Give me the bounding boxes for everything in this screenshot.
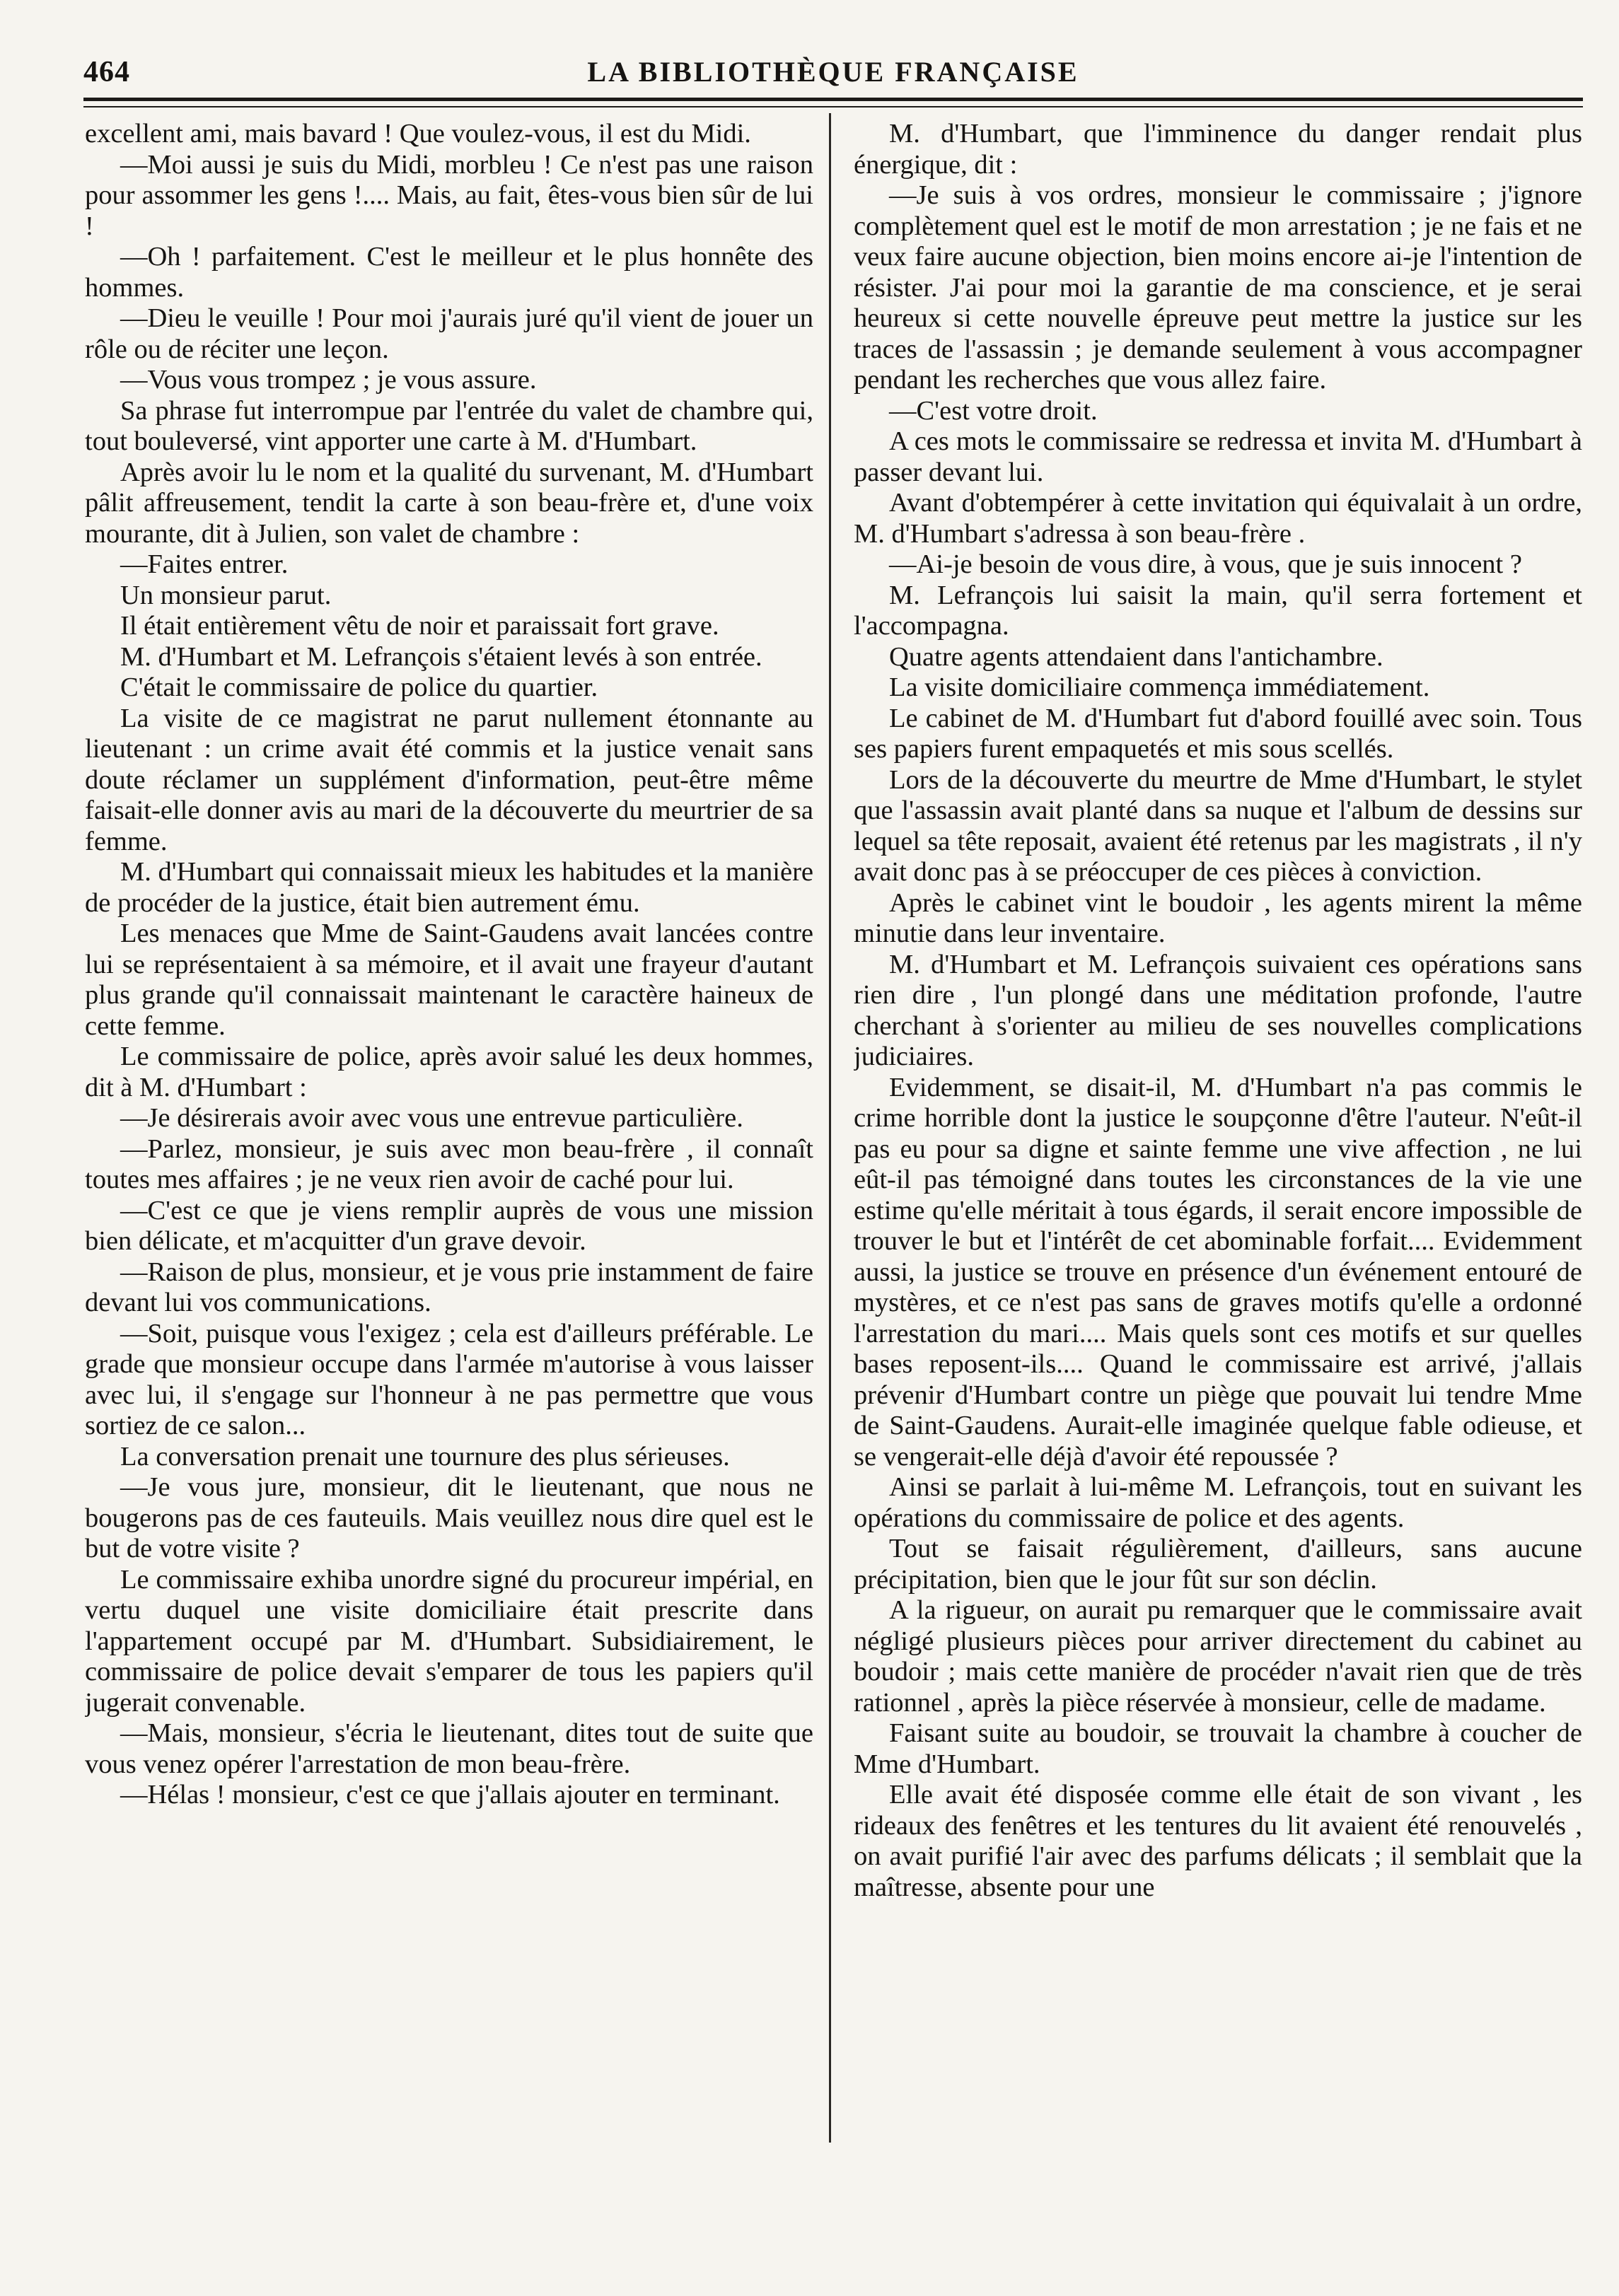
paragraph: Ainsi se parlait à lui-même M. Lefrançois, tout en suivant les opérations du commissaire de police et des agents. xyxy=(854,1472,1582,1533)
paragraph: —Soit, puisque vous l'exigez ; cela est d'ailleurs préférable. Le grade que monsieur occupe dans l'armée m'autorise à vous laisser avec lui, il s'engage sur l'honneur à ne pas permettre que vous sortiez de ce salon... xyxy=(85,1318,813,1440)
paragraph: C'était le commissaire de police du quartier. xyxy=(120,672,598,702)
paragraph: —Vous vous trompez ; je vous assure. xyxy=(120,365,537,395)
paragraph: M. d'Humbart et M. Lefrançois s'étaient levés à son entrée. xyxy=(120,641,762,672)
paragraph: Après le cabinet vint le boudoir , les agents mirent la même minutie dans leur inventaire. xyxy=(854,887,1582,948)
paragraph: —Parlez, monsieur, je suis avec mon beau-frère , il connaît toutes mes affaires ; je ne veux rien avoir de caché pour lui. xyxy=(85,1134,813,1194)
paragraph: Tout se faisait régulièrement, d'ailleurs, sans aucune précipitation, bien que le jour fût sur son déclin. xyxy=(854,1534,1582,1595)
paragraph: —Je vous jure, monsieur, dit le lieutenant, que nous ne bougerons pas de ces fauteuils. Mais veuillez nous dire quel est le but de votre visite ? xyxy=(85,1472,813,1563)
paragraph: —C'est votre droit. xyxy=(889,395,1098,426)
paragraph: —Je suis à vos ordres, monsieur le commissaire ; j'ignore complètement quel est le motif de mon arrestation ; je ne fais et ne veux faire aucune objection, bien moins encore ai-je l'intention de résister. J'ai pour moi la garantie de ma conscience, et je serai heureux si cette nouvelle épreuve peut mettre la justice sur les traces de l'assassin ; je demande seulement à vous accompagner pendant les recherches que vous allez faire. xyxy=(854,180,1582,395)
paragraph: Quatre agents attendaient dans l'antichambre. xyxy=(889,641,1383,672)
paragraph: Il était entièrement vêtu de noir et paraissait fort grave. xyxy=(120,611,719,641)
right-column xyxy=(854,119,1582,2141)
paragraph: La visite de ce magistrat ne parut nullement étonnante au lieutenant : un crime avait été commis et la justice venait sans doute réclamer un supplément d'information, peut-être même faisait-elle donner avis au mari de la découverte du meurtrier de sa femme. xyxy=(85,703,813,856)
paragraph: M. Lefrançois lui saisit la main, qu'il serra fortement et l'accompagna. xyxy=(854,580,1582,641)
paragraph: M. d'Humbart qui connaissait mieux les habitudes et la manière de procéder de la justice, était bien autrement ému. xyxy=(85,857,813,918)
paragraph: —Faites entrer. xyxy=(120,549,289,579)
paragraph: —Mais, monsieur, s'écria le lieutenant, dites tout de suite que vous venez opérer l'arrestation de mon beau-frère. xyxy=(85,1718,813,1779)
paragraph: Le commissaire exhiba unordre signé du procureur impérial, en vertu duquel une visite domiciliaire était prescrite dans l'appartement occupé par M. d'Humbart. Subsidiairement, le commissaire de police devait s'emparer de tous les papiers qu'il jugerait convenable. xyxy=(85,1564,813,1718)
paragraph: M. d'Humbart, que l'imminence du danger rendait plus énergique, dit : xyxy=(854,119,1582,180)
paragraph: —Hélas ! monsieur, c'est ce que j'allais ajouter en terminant. xyxy=(120,1780,780,1810)
paragraph: Evidemment, se disait-il, M. d'Humbart n'a pas commis le crime horrible dont la justice le soupçonne d'être l'auteur. N'eût-il pas eu pour sa digne et sainte femme une vive affection , ne lui eût-il pas témoigné dans toutes les circonstances de la vie une estime qu'elle méritait à tous égards, il serait encore impossible de trouver le but et l'intérêt de cet abominable forfait.... Evidemment aussi, la justice se trouve en présence d'un événement entouré de mystères, et ce n'est pas sans de graves motifs qu'elle a ordonné l'arrestation du mari.... Mais quels sont ces motifs et sur quelles bases reposent-ils.... Quand le commissaire est arrivé, j'allais prévenir d'Humbart contre un piège que pouvait lui tendre Mme de Saint-Gaudens. Aurait-elle imaginée quelque fable odieuse, et se vengerait-elle déjà d'avoir été repoussée ? xyxy=(854,1072,1582,1472)
paragraph: Les menaces que Mme de Saint-Gaudens avait lancées contre lui se représentaient à sa mémoire, et il avait une frayeur d'autant plus grande qu'il connaissait maintenant le caractère haineux de cette femme. xyxy=(85,919,813,1041)
header-rule-thick xyxy=(83,98,1583,101)
paragraph: Le cabinet de M. d'Humbart fut d'abord fouillé avec soin. Tous ses papiers furent empaquetés et mis sous scellés. xyxy=(854,703,1582,764)
paragraph: —Oh ! parfaitement. C'est le meilleur et le plus honnête des hommes. xyxy=(85,242,813,303)
paragraph: —Je désirerais avoir avec vous une entrevue particulière. xyxy=(120,1103,743,1133)
paragraph: —Dieu le veuille ! Pour moi j'aurais juré qu'il vient de jouer un rôle ou de réciter une leçon. xyxy=(85,303,813,364)
running-title: LA BIBLIOTHÈQUE FRANÇAISE xyxy=(587,56,1079,88)
paragraph: Avant d'obtempérer à cette invitation qui équivalait à un ordre, M. d'Humbart s'adressa à son beau-frère . xyxy=(854,488,1582,549)
paragraph: M. d'Humbart et M. Lefrançois suivaient ces opérations sans rien dire , l'un plongé dans une méditation profonde, l'autre cherchant à s'orienter au milieu de ses nouvelles complications judiciaires. xyxy=(854,949,1582,1071)
page-header xyxy=(83,55,1583,99)
paragraph: —C'est ce que je viens remplir auprès de vous une mission bien délicate, et m'acquitter d'un grave devoir. xyxy=(85,1195,813,1256)
paragraph: Le commissaire de police, après avoir salué les deux hommes, dit à M. d'Humbart : xyxy=(85,1042,813,1102)
column-divider xyxy=(829,113,831,2143)
paragraph: —Raison de plus, monsieur, et je vous prie instamment de faire devant lui vos communications. xyxy=(85,1257,813,1317)
paragraph: excellent ami, mais bavard ! Que voulez-vous, il est du Midi. xyxy=(85,119,751,148)
paragraph: La conversation prenait une tournure des plus sérieuses. xyxy=(120,1441,730,1472)
paragraph: La visite domiciliaire commença immédiatement. xyxy=(889,672,1430,702)
paragraph: A la rigueur, on aurait pu remarquer que le commissaire avait négligé plusieurs pièces pour arriver directement du cabinet au boudoir ; mais cette manière de procéder n'avait rien que de très rationnel , après la pièce réservée à monsieur, celle de madame. xyxy=(854,1595,1582,1718)
paragraph: A ces mots le commissaire se redressa et invita M. d'Humbart à passer devant lui. xyxy=(854,426,1582,487)
paragraph: Elle avait été disposée comme elle était de son vivant , les rideaux des fenêtres et les tentures du lit avaient été renouvelés , on avait purifié l'air avec des parfums délicats ; il semblait que la maîtresse, absente pour une xyxy=(854,1780,1582,1902)
paragraph: Un monsieur parut. xyxy=(120,580,332,610)
paragraph: Lors de la découverte du meurtre de Mme d'Humbart, le stylet que l'assassin avait planté dans sa nuque et l'album de dessins sur lequel sa tête reposait, avaient été retenus par les magistrats , il n'y avait donc pas à se préoccuper de ces pièces à conviction. xyxy=(854,764,1582,887)
page-number: 464 xyxy=(83,56,130,88)
paragraph: Sa phrase fut interrompue par l'entrée du valet de chambre qui, tout bouleversé, vint apporter une carte à M. d'Humbart. xyxy=(85,395,813,456)
paragraph: Après avoir lu le nom et la qualité du survenant, M. d'Humbart pâlit affreusement, tendit la carte à son beau-frère et, d'une voix mourante, dit à Julien, son valet de chambre : xyxy=(85,457,813,549)
paragraph: —Ai-je besoin de vous dire, à vous, que je suis innocent ? xyxy=(889,549,1522,579)
header-rule-thin xyxy=(83,106,1583,107)
left-column xyxy=(85,119,813,2141)
paragraph: Faisant suite au boudoir, se trouvait la chambre à coucher de Mme d'Humbart. xyxy=(854,1718,1582,1779)
paragraph: —Moi aussi je suis du Midi, morbleu ! Ce n'est pas une raison pour assommer les gens !.... Mais, au fait, êtes-vous bien sûr de lui ! xyxy=(85,149,813,241)
